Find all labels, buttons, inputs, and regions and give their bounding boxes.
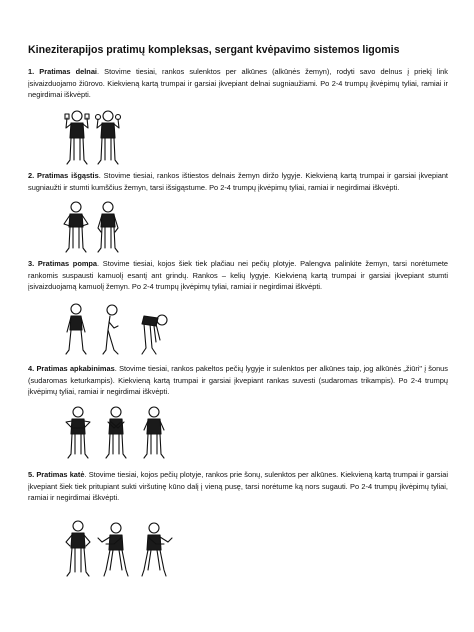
figure-pump-standing [66, 304, 86, 354]
exercise-1-text [28, 66, 448, 101]
exercise-3-description: . Stovime tiesiai, kojos šiek tiek plačiau nei pečių plotyje. Palengva palinkite žemyn, tarsi norėtumete rankomis suspausti kamuolį esantį ant grindų. Rankos – kelių lygyje. Kiekvieną kartą trumpai ir garsiai įkvepiant stumti įsivaizduojamą kamuolį žemyn. Po 2-4 trumpų įkvėpimų tyliai, ramiai ir negirdimai iškvėpti. [28, 259, 448, 292]
figure-hug-2 [106, 407, 126, 458]
exercise-1 [28, 66, 448, 101]
exercise-4-text [28, 363, 448, 398]
figure-palms-front [65, 111, 89, 164]
figure-cat-2 [98, 523, 128, 576]
exercise-5-illustration [58, 516, 178, 586]
exercise-3-text [28, 258, 448, 293]
exercise-4-description: . Stovime tiesiai, rankos pakeltos pečių lygyje ir sulenktos per alkūnes taip, jog alkūnės „žiūri" į šonus (sudaromas keturkampis). Kiekvieną kartą trumpai ir garsiai įkvepiant rankas suvesti (sudaromas trikampis). Po 2-4 trumpų įkvėpimų tyliai, ramiai ir negirdimai iškvėpti. [28, 364, 448, 397]
figure-hug-3 [144, 407, 164, 458]
exercise-3 [28, 258, 448, 293]
exercise-5-text [28, 469, 448, 504]
figure-palms-fist [96, 111, 121, 164]
exercise-2-text [28, 170, 448, 193]
exercise-4-name: 4. Pratimas apkabinimas [28, 364, 115, 373]
exercise-1-illustration [60, 108, 130, 168]
exercise-2 [28, 170, 448, 193]
figure-pump-bent [142, 315, 167, 354]
exercise-1-description: . Stovime tiesiai, rankos sulenktos per alkūnes (alkūnės žemyn), rodyti savo delnus į priekį link įsivaizduojamo žiūrovo. Kiekvieną kartą trumpai ir garsiai įkvepiant delnai sugniaužiami. Po 2-4 trumpų įkvėpimų tyliai, ramiai ir negirdimai iškvėpti. [28, 67, 448, 100]
exercise-5-description: . Stovime tiesiai, kojos pečių plotyje, rankos prie šonų, sulenktos per alkūnes. Kiekvieną kartą trumpai ir garsiai įkvepiant šiek tiek pritupiant sukti viršutinę kūno dalį į vieną pusę, tarsi norėtume ką nors sugauti. Po 2-4 trumpų įkvėpimų tyliai, ramiai ir negirdimai iškvėpti. [28, 470, 449, 503]
figure-cat-3 [142, 523, 172, 576]
exercise-5 [28, 469, 448, 504]
exercise-4 [28, 363, 448, 398]
figure-pump-side [103, 305, 118, 354]
exercise-3-illustration [56, 300, 186, 356]
figure-fright-1 [64, 202, 88, 252]
figure-fright-2 [98, 202, 118, 252]
figure-cat-1 [66, 521, 90, 576]
document-title: Kineziterapijos pratimų kompleksas, sergant kvėpavimo sistemos ligomis [28, 44, 400, 56]
exercise-3-name: 3. Pratimas pompa [28, 259, 98, 268]
exercise-2-description: . Stovime tiesiai, rankos ištiestos delnais žemyn diržo lygyje. Kiekvieną kartą trumpai ir garsiai įkvepiant sugniaužti ir stumti kumščius žemyn, tarsi išsigąstume. Po 2-4 trumpų įkvėpimų tyliai, ramiai ir negirdimai iškvėpti. [28, 171, 448, 192]
exercise-4-illustration [58, 404, 178, 460]
exercise-1-name: 1. Pratimas delnai [28, 67, 97, 76]
exercise-2-illustration [58, 198, 128, 256]
exercise-5-name: 5. Pratimas katė [28, 470, 85, 479]
figure-hug-1 [66, 407, 90, 458]
exercise-2-name: 2. Pratimas išgąstis [28, 171, 99, 180]
